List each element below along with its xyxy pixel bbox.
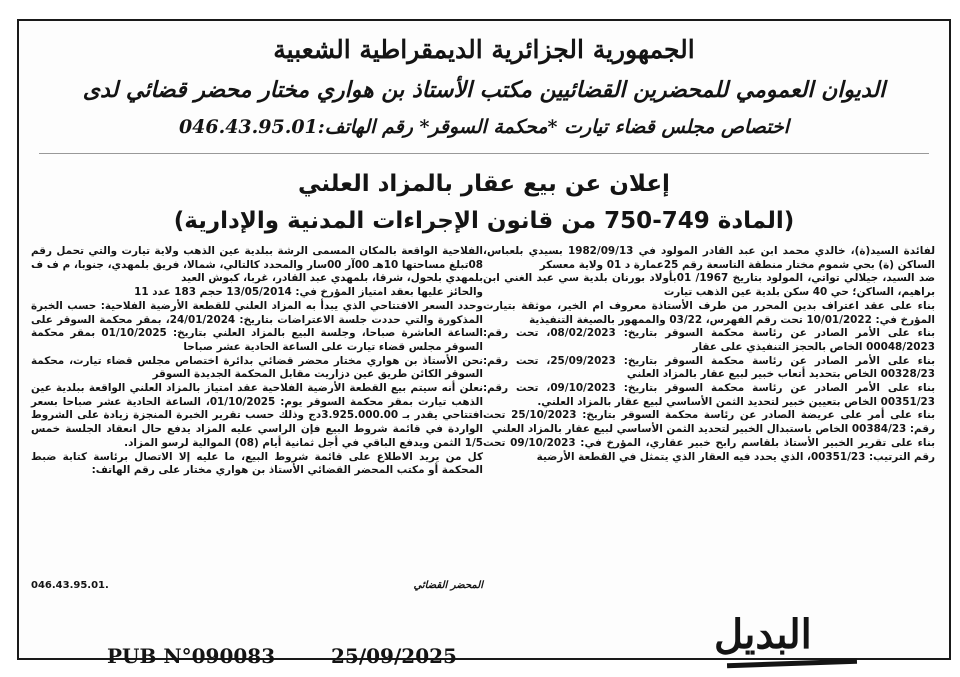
paragraph: بناء على عقد اعتراف بدين المحرر من طرف الأستاذة معروف ام الخير، موثقة بتيارت المؤرخ في: 10/01/2022 تحت رقم الفهرس، 03/22 والممهور بالصيغة التنفيذية <box>483 299 935 326</box>
paragraph: والحائز عليها بعقد امتياز المؤرخ في: 13/05/2014 حجم 183 عدد 11 <box>134 286 483 299</box>
replacement-label: البديل <box>714 611 812 658</box>
paragraph: كل من يريد الاطلاع على قائمة شروط البيع، ما عليه إلا الاتصال برئاسة كتابة ضبط المحكمة أو مكتب المحضر القضائي الأستاذ بن هواري مختار على رقم الهاتف: <box>31 450 483 477</box>
paragraph: وحدد السعر الافتتاحي الذي يبدأ به المزاد العلني للقطعة الأرضية الفلاحية: حسب الخبرة المذكورة والتي حددت جلسة الاعتراضات بتاريخ: 24/01/2024، بمقر محكمة السوقر على الساعة العاشرة صباحا، وجلسة البيع بالمزاد العلني بتاريخ: 01/10/2025 بمقر محكمة السوقر مجلس قضاء تيارت على الساعة الحادية عشر صباحا <box>31 299 483 353</box>
announcement-title: إعلان عن بيع عقار بالمزاد العلني <box>298 171 670 197</box>
announcement-subtitle: (المادة 749-750 من قانون الإجراءات المدنية والإدارية) <box>173 208 795 234</box>
announcement-frame <box>17 19 951 668</box>
header-divider <box>39 153 929 154</box>
right-text-column <box>483 245 935 464</box>
paragraph: بناء على تقرير الخبير الأستاذ بلقاسم رابح خبير عقاري، المؤرخ في: 09/10/2023 تحت رقم الترتيب: 00351/23، الذي يحدد فيه العقار الذي يتمثل في القطعة الأرضية <box>483 436 935 463</box>
pub-number: PUB N°090083 <box>107 644 276 668</box>
paragraph: نعلن أنه سيتم بيع القطعة الأرضية الفلاحية عقد امتياز بالمزاد العلني الواقعة ببلدية عين الذهب تيارت بمقر محكمة السوقر يوم: 01/10/2025، الساعة الحادية عشر صباحا بسعر افتتاحي يقدر بـ 3.925.000.00دج وذلك حسب تقرير الخبرة المنجزة زيادة على الشروط الواردة في قائمة شروط البيع فإن الراسي عليه المزاد يدفع حال انعقاد الجلسة خمس 1/5 الثمن ويدفع الباقي في أجل ثمانية أيام (08) الموالية لرسو المزاد. <box>31 382 484 449</box>
paragraph: ضد السيد، جيلالي تواتي، المولود بتاريخ 1967/ 01بأولاد بورنان بلدية سي عبد الغني ابن براهيم، الساكن؛ حي 40 سكن بلدية عين الذهب تيارت <box>483 272 935 299</box>
paragraph: بناء على الأمر الصادر عن رئاسة محكمة السوقر بتاريخ: 08/02/2023، تحت رقم: 00048/2023 الخاص بالحجز التنفيذي على عقار <box>483 327 935 353</box>
paragraph: بناء على أمر على عريضة الصادر عن رئاسة محكمة السوقر بتاريخ: 25/10/2023 تحت رقم: 00384/23 الخاص باستبدال الخبير لتحديد الثمن الأساسي لبيع عقار بالمزاد العلني <box>483 409 935 436</box>
bailiff-signature-label: المحضر القضائي <box>413 580 483 591</box>
paragraph: الفلاحية الواقعة بالمكان المسمى الرشة ببلدية عين الذهب ولاية تيارت والتي تحمل رقم 08تبلغ مساحتها 10هـ 00آر 00سار والمحدد كالتالي، شمالا، فريق بلمهدي، جنوبا، م ف ف بلمهدي بلحول، شرقا، بلمهدي عبد القادر، غربا، كبوش العيد <box>31 245 483 285</box>
republic-heading: الجمهورية الجزائرية الديمقراطية الشعبية <box>273 35 695 64</box>
paragraph: لفائدة السيد(ة)، خالدي محمد ابن عبد القادر المولود في 1982/09/13 بسيدي بلعباس، الساكن (ة) بحي شموم مختار منطقة التاسعة رقم 25عمارة د 01 ولاية معسكر <box>483 245 935 271</box>
replacement-underline <box>727 659 857 669</box>
office-heading: الديوان العمومي للمحضرين القضائيين مكتب الأستاذ بن هواري مختار محضر قضائي لدى <box>82 77 886 103</box>
paragraph: نحن الأستاذ بن هواري مختار محضر قضائي بدائرة اختصاص مجلس قضاء تيارت، محكمة السوقر الكائن طريق عين دزاريت مقابل المحكمة الجديدة السوقر <box>31 354 483 381</box>
left-text-column <box>31 245 483 478</box>
phone-number: .046.43.95.01 <box>31 580 109 591</box>
paragraph: بناء على الأمر الصادر عن رئاسة محكمة السوقر بتاريخ: 09/10/2023، تحت رقم: 00351/23 الخاص بتعيين خبير لتحديد الثمن الأساسي لبيع عقار بالمزاد العلني. <box>483 382 935 408</box>
paragraph: بناء على الأمر الصادر عن رئاسة محكمة السوقر بتاريخ: 25/09/2023، تحت رقم: 00328/23 الخاص بتحديد أتعاب خبير لبيع عقار بالمزاد العلني <box>483 354 935 381</box>
jurisdiction-heading: اختصاص مجلس قضاء تيارت *محكمة السوقر* رقم الهاتف:046.43.95.01 <box>178 116 790 138</box>
publication-date: 25/09/2025 <box>331 644 457 668</box>
